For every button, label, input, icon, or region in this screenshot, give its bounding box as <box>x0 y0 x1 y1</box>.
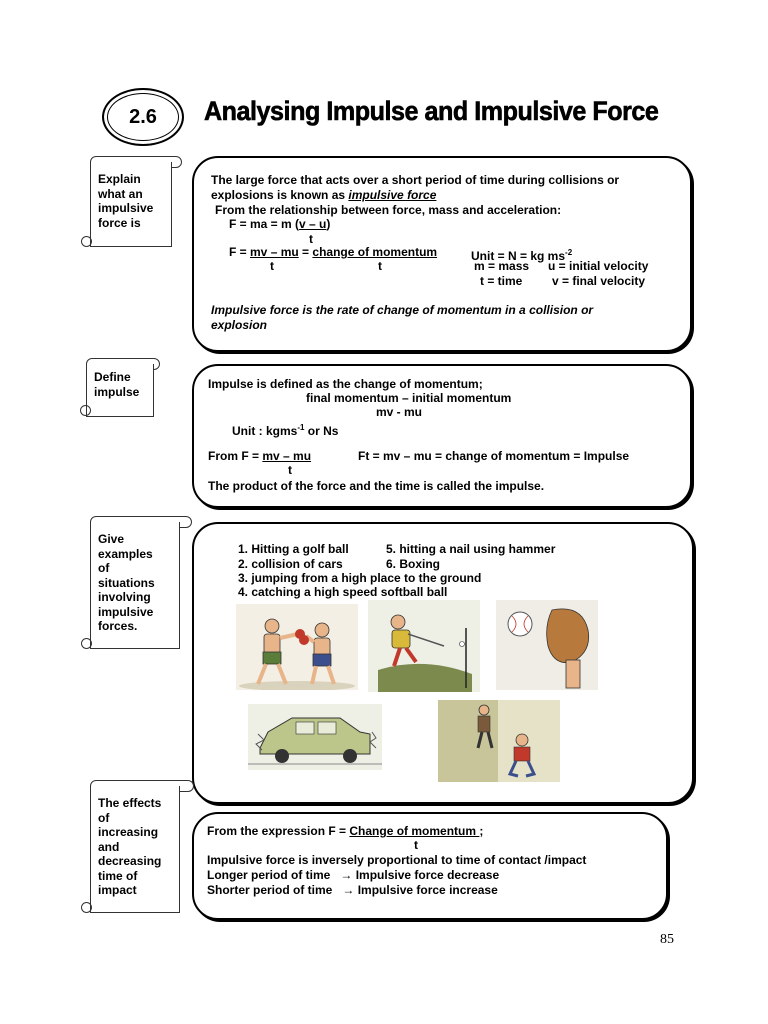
boxing-illustration <box>236 604 358 690</box>
example-item: 6. Boxing <box>386 557 441 571</box>
arrow-right-icon: → <box>342 883 355 897</box>
formula-line: F = ma = m (v – u) <box>229 217 331 231</box>
scroll-label-effects <box>80 780 194 914</box>
example-item: 3. jumping from a high place to the ground <box>238 571 482 585</box>
legend-initial-velocity: u = initial velocity <box>548 259 649 273</box>
arrow-right-icon: → <box>340 868 353 882</box>
formula-denominator: t <box>414 838 418 852</box>
formula-denominator: t <box>288 463 292 477</box>
formula-denominator: t <box>309 232 313 246</box>
example-item: 5. hitting a nail using hammer <box>386 542 556 556</box>
text-line: Longer period of time → Impulsive force decrease <box>207 868 500 882</box>
text-line: Shorter period of time → Impulsive force increase <box>207 883 498 897</box>
formula-line: From the expression F = Change of momentum ; <box>207 824 484 838</box>
jumping-illustration <box>438 700 560 782</box>
golf-illustration <box>368 600 480 692</box>
text-line: explosions is known as impulsive force <box>211 188 437 202</box>
formula-line: F = mv – mu = change of momentum <box>229 245 438 259</box>
text-line: Impulse is defined as the change of momentum; <box>208 377 483 391</box>
legend-time: t = time <box>480 274 523 288</box>
definition-text: Impulsive force is the rate of change of momentum in a collision or <box>211 303 594 317</box>
page-number: 85 <box>660 932 674 947</box>
formula-line: From F = mv – mu <box>208 449 312 463</box>
scroll-label-text: Define impulse <box>94 370 140 399</box>
example-item: 2. collision of cars <box>238 557 343 571</box>
text-line: From the relationship between force, mass and acceleration: <box>215 203 562 217</box>
scroll-label-define <box>80 358 162 418</box>
car-collision-illustration <box>248 704 382 770</box>
definition-text: explosion <box>211 318 268 332</box>
legend-final-velocity: v = final velocity <box>552 274 646 288</box>
term-impulsive-force: impulsive force <box>348 188 437 202</box>
text-line: Impulsive force is inversely proportional to time of contact /impact <box>207 853 587 867</box>
text-line: The large force that acts over a short period of time during collisions or <box>211 173 620 187</box>
page-title: Analysing Impulse and Impulsive Force <box>204 96 659 126</box>
text-line: final momentum – initial momentum <box>306 391 512 405</box>
example-item: 1. Hitting a golf ball <box>238 542 349 556</box>
legend-mass: m = mass <box>474 259 530 273</box>
formula-denominator: t <box>378 259 382 273</box>
scroll-label-text: Explain what an impulsive force is <box>98 172 154 230</box>
scroll-label-text: The effects of increasing and decreasing time of impact <box>98 796 162 897</box>
formula-denominator: t <box>270 259 274 273</box>
unit-text: Unit = N = kg $ms^{-2}$ <box>471 248 573 263</box>
scroll-label-text: Give examples of situations involving impulsive forces. <box>98 532 155 633</box>
example-item: 4. catching a high speed softball ball <box>238 585 448 599</box>
text-line: The product of the force and the time is called the impulse. <box>208 479 545 493</box>
formula-line: Ft = mv – mu = change of momentum = Impulse <box>358 449 630 463</box>
scroll-label-examples <box>80 516 192 650</box>
text-line: mv - mu <box>376 405 423 419</box>
scroll-label-explain <box>80 156 184 250</box>
unit-text: Unit : kgms$^{-1}$ or Ns <box>232 423 339 438</box>
section-number: 2.6 <box>102 88 184 146</box>
softball-catch-illustration <box>496 600 598 690</box>
